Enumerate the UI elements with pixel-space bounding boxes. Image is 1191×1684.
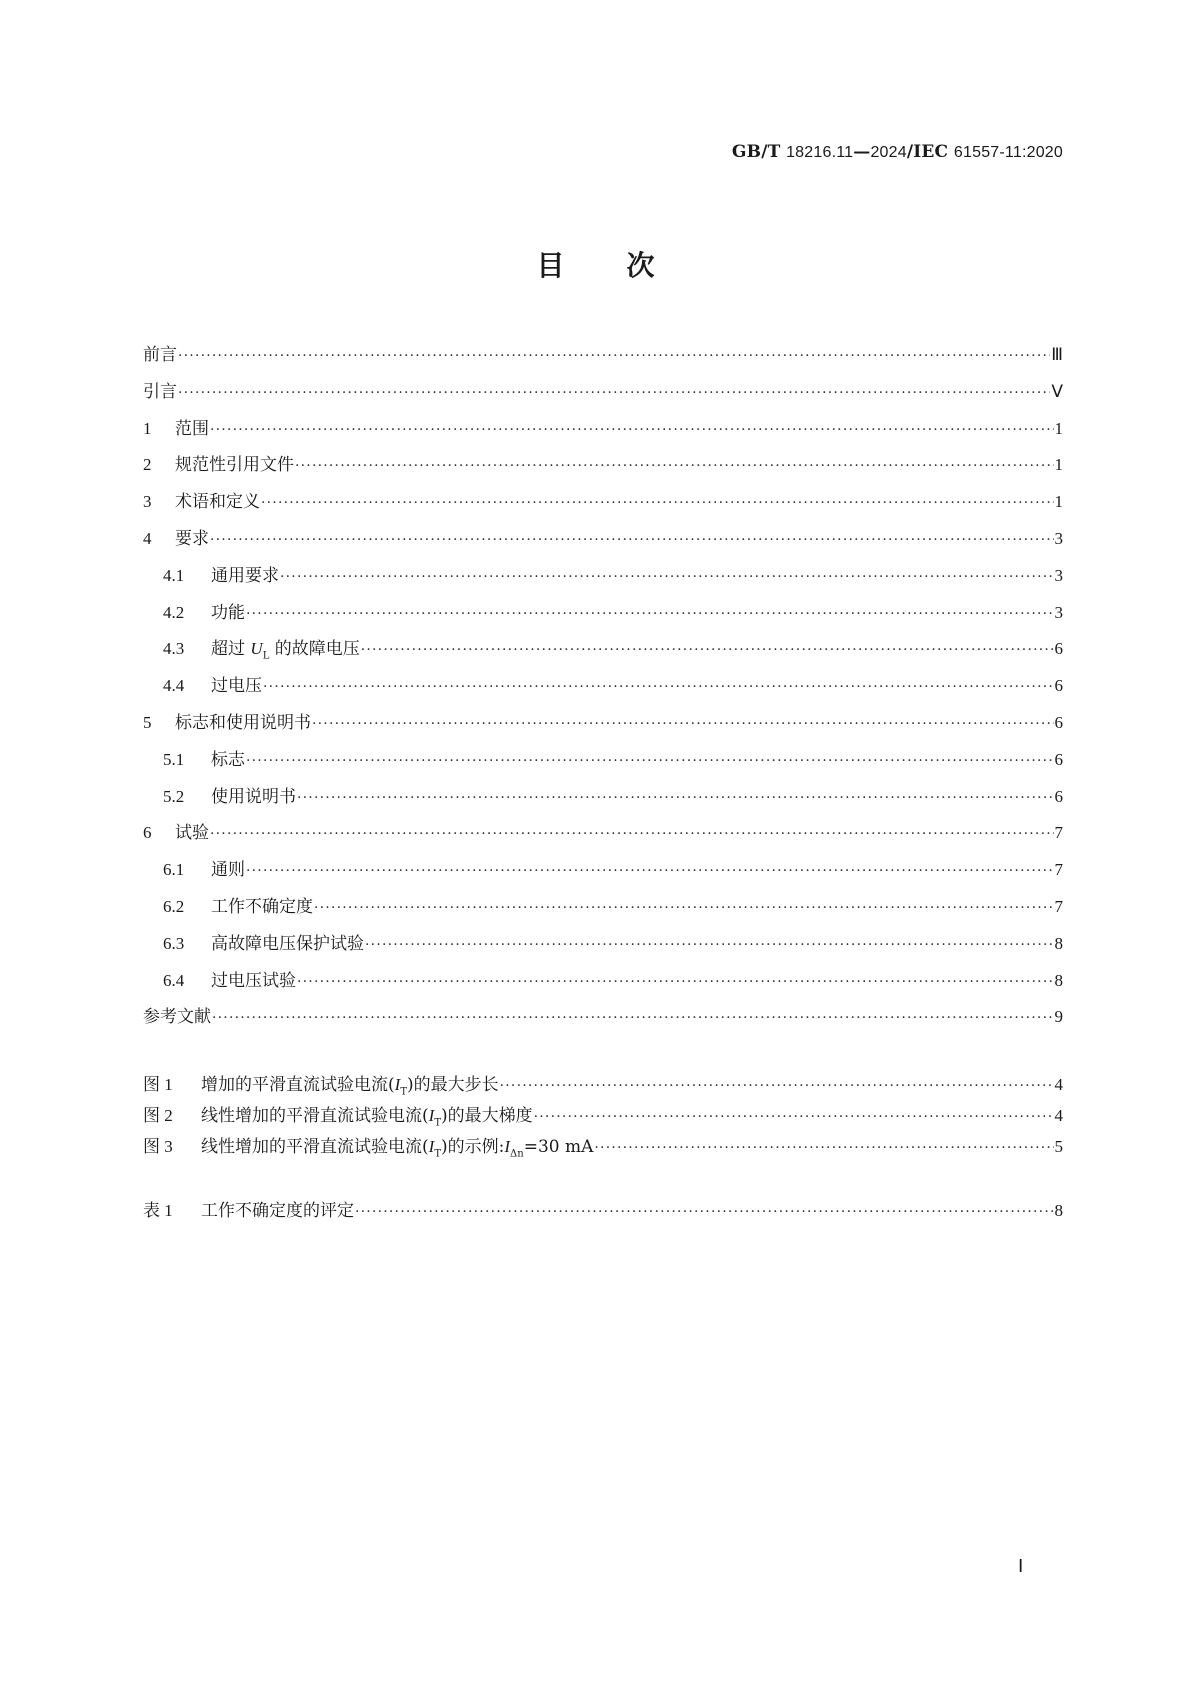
entry-number: 6.4 <box>163 970 185 990</box>
toc-entry <box>143 966 1063 1003</box>
entry-label: 要求 <box>175 528 209 549</box>
toc-entry <box>143 561 1063 598</box>
label-variable: I <box>428 1106 435 1125</box>
entry-page: 4 <box>1054 1106 1063 1125</box>
label-variable: I <box>504 1137 511 1156</box>
entry-number: 图 3 <box>143 1137 173 1156</box>
dot-leader <box>261 495 1054 511</box>
entry-number: 表 1 <box>143 1201 173 1220</box>
entry-page: 5 <box>1054 1137 1063 1156</box>
iec-number: 61557-11 <box>953 144 1022 161</box>
entry-page: 8 <box>1054 1201 1063 1220</box>
table-of-contents <box>143 340 1063 1039</box>
toc-entry <box>143 340 1063 377</box>
dot-leader <box>500 1078 1054 1094</box>
entry-label: 过电压试验 <box>211 970 296 991</box>
dot-leader <box>365 937 1054 953</box>
toc-entry <box>143 524 1063 561</box>
dot-leader <box>178 385 1050 401</box>
entry-label <box>201 1132 593 1159</box>
entry-page: 3 <box>1054 528 1063 548</box>
entry-page: 1 <box>1054 418 1063 438</box>
figure-entry <box>143 1132 1063 1163</box>
entry-label <box>201 1070 499 1097</box>
entry-label: 功能 <box>211 602 245 623</box>
toc-entry <box>143 377 1063 414</box>
dot-leader <box>210 826 1054 842</box>
label-text: 增加的平滑直流试验电流( <box>201 1075 395 1095</box>
entry-page: 6 <box>1054 639 1063 659</box>
entry-number: 5.2 <box>163 786 185 806</box>
entry-number: 5.1 <box>163 749 185 769</box>
toc-entry <box>143 855 1063 892</box>
dot-leader <box>246 753 1054 769</box>
toc-entry <box>143 745 1063 782</box>
toc-entry <box>143 708 1063 745</box>
label-text: 线性增加的平滑直流试验电流( <box>201 1106 429 1126</box>
toc-entry <box>143 671 1063 708</box>
entry-number: 图 1 <box>143 1075 173 1094</box>
entry-number: 4 <box>143 528 152 548</box>
entry-label: 规范性引用文件 <box>175 455 294 476</box>
dot-leader <box>178 348 1050 364</box>
dot-leader <box>210 532 1054 548</box>
dot-leader <box>212 1010 1054 1026</box>
iec-prefix: /IEC <box>906 142 949 162</box>
entry-label: 高故障电压保护试验 <box>211 933 364 954</box>
entry-label: 标志 <box>211 749 245 770</box>
label-text: 超过 <box>211 639 251 660</box>
entry-label: 术语和定义 <box>175 492 260 513</box>
entry-page: 7 <box>1054 896 1063 916</box>
label-text: =30 mA <box>523 1137 594 1157</box>
entry-number: 2 <box>143 455 152 475</box>
standard-number-header <box>732 142 1063 162</box>
figure-entry <box>143 1070 1063 1101</box>
entry-number: 5 <box>143 712 152 732</box>
dot-leader <box>534 1109 1054 1125</box>
toc-entry <box>143 929 1063 966</box>
std-year: 2024 <box>870 144 907 161</box>
list-of-figures <box>143 1070 1063 1163</box>
label-text: )的最大梯度 <box>440 1106 533 1126</box>
dot-leader <box>246 863 1054 879</box>
page-number: Ⅰ <box>1018 1556 1024 1576</box>
entry-page: 6 <box>1054 712 1063 732</box>
entry-label: 通用要求 <box>211 565 279 586</box>
entry-label: 前言 <box>143 345 177 365</box>
std-number: 18216.11 <box>786 144 854 161</box>
entry-label <box>201 1101 533 1128</box>
entry-label: 通则 <box>211 860 245 881</box>
entry-page: 3 <box>1054 602 1063 622</box>
label-text: 的故障电压 <box>269 639 360 660</box>
label-variable: I <box>394 1075 401 1094</box>
toc-entry <box>143 782 1063 819</box>
dot-leader <box>314 900 1054 916</box>
entry-page: 8 <box>1054 970 1063 990</box>
label-text: 线性增加的平滑直流试验电流( <box>201 1137 429 1157</box>
entry-page: 8 <box>1054 933 1063 953</box>
dot-leader <box>297 974 1054 990</box>
dot-leader <box>295 458 1054 474</box>
toc-entry <box>143 450 1063 487</box>
entry-page: 9 <box>1054 1007 1063 1027</box>
toc-entry <box>143 892 1063 929</box>
label-subscript: T <box>434 1117 441 1129</box>
entry-label: 试验 <box>175 823 209 844</box>
entry-page: 3 <box>1054 565 1063 585</box>
entry-number: 图 2 <box>143 1106 173 1125</box>
dot-leader <box>312 716 1054 732</box>
toc-entry <box>143 598 1063 635</box>
toc-title: 目次 <box>536 249 717 282</box>
label-variable: I <box>428 1137 435 1156</box>
toc-entry <box>143 634 1063 671</box>
entry-number: 6.1 <box>163 860 185 880</box>
entry-page: 1 <box>1054 492 1063 512</box>
iec-year: 2020 <box>1026 144 1063 161</box>
figure-entry <box>143 1101 1063 1132</box>
dot-leader <box>594 1140 1053 1156</box>
label-subscript: L <box>262 650 270 662</box>
entry-page: 7 <box>1054 860 1063 880</box>
entry-page: Ⅲ <box>1051 345 1063 364</box>
toc-entry <box>143 414 1063 451</box>
entry-label: 参考文献 <box>143 1007 211 1028</box>
list-of-tables <box>143 1196 1063 1233</box>
entry-label: 工作不确定度的评定 <box>201 1201 354 1221</box>
toc-entry <box>143 818 1063 855</box>
entry-label: 引言 <box>143 381 177 402</box>
entry-page: 1 <box>1054 455 1063 475</box>
iec-sep: : <box>1021 144 1027 161</box>
entry-number: 1 <box>143 418 152 438</box>
label-subscript: T <box>434 1148 441 1160</box>
label-text: )的最大步长 <box>406 1075 499 1095</box>
entry-number: 4.2 <box>163 602 185 622</box>
entry-label: 使用说明书 <box>211 786 296 807</box>
entry-page: Ⅴ <box>1051 381 1063 401</box>
entry-label: 标志和使用说明书 <box>175 712 311 733</box>
entry-label: 过电压 <box>211 676 262 697</box>
entry-number: 4.3 <box>163 639 185 659</box>
entry-label: 工作不确定度 <box>211 896 313 917</box>
label-text: )的示例: <box>440 1137 505 1157</box>
entry-number: 3 <box>143 492 152 512</box>
entry-number: 6.2 <box>163 896 185 916</box>
dot-leader <box>280 569 1054 585</box>
table-entry <box>143 1196 1063 1233</box>
dot-leader <box>246 606 1054 622</box>
toc-entry <box>143 487 1063 524</box>
entry-page: 6 <box>1054 786 1063 806</box>
entry-number: 4.1 <box>163 565 185 585</box>
dot-leader <box>297 790 1054 806</box>
dot-leader <box>263 679 1054 695</box>
std-prefix: GB/T <box>731 142 781 162</box>
entry-label <box>211 634 360 661</box>
entry-page: 6 <box>1054 676 1063 696</box>
entry-number: 4.4 <box>163 676 185 696</box>
std-dash: — <box>853 142 871 162</box>
entry-page: 4 <box>1054 1075 1063 1094</box>
entry-number: 6 <box>143 823 152 843</box>
label-subscript: Δn <box>510 1148 524 1160</box>
entry-number: 6.3 <box>163 933 185 953</box>
entry-page: 7 <box>1054 823 1063 843</box>
label-variable: U <box>250 639 263 659</box>
dot-leader <box>210 422 1054 438</box>
label-subscript: T <box>400 1086 407 1098</box>
entry-label: 范围 <box>175 418 209 439</box>
entry-page: 6 <box>1054 749 1063 769</box>
toc-entry <box>143 1002 1063 1039</box>
dot-leader <box>361 642 1054 658</box>
dot-leader <box>355 1204 1054 1220</box>
